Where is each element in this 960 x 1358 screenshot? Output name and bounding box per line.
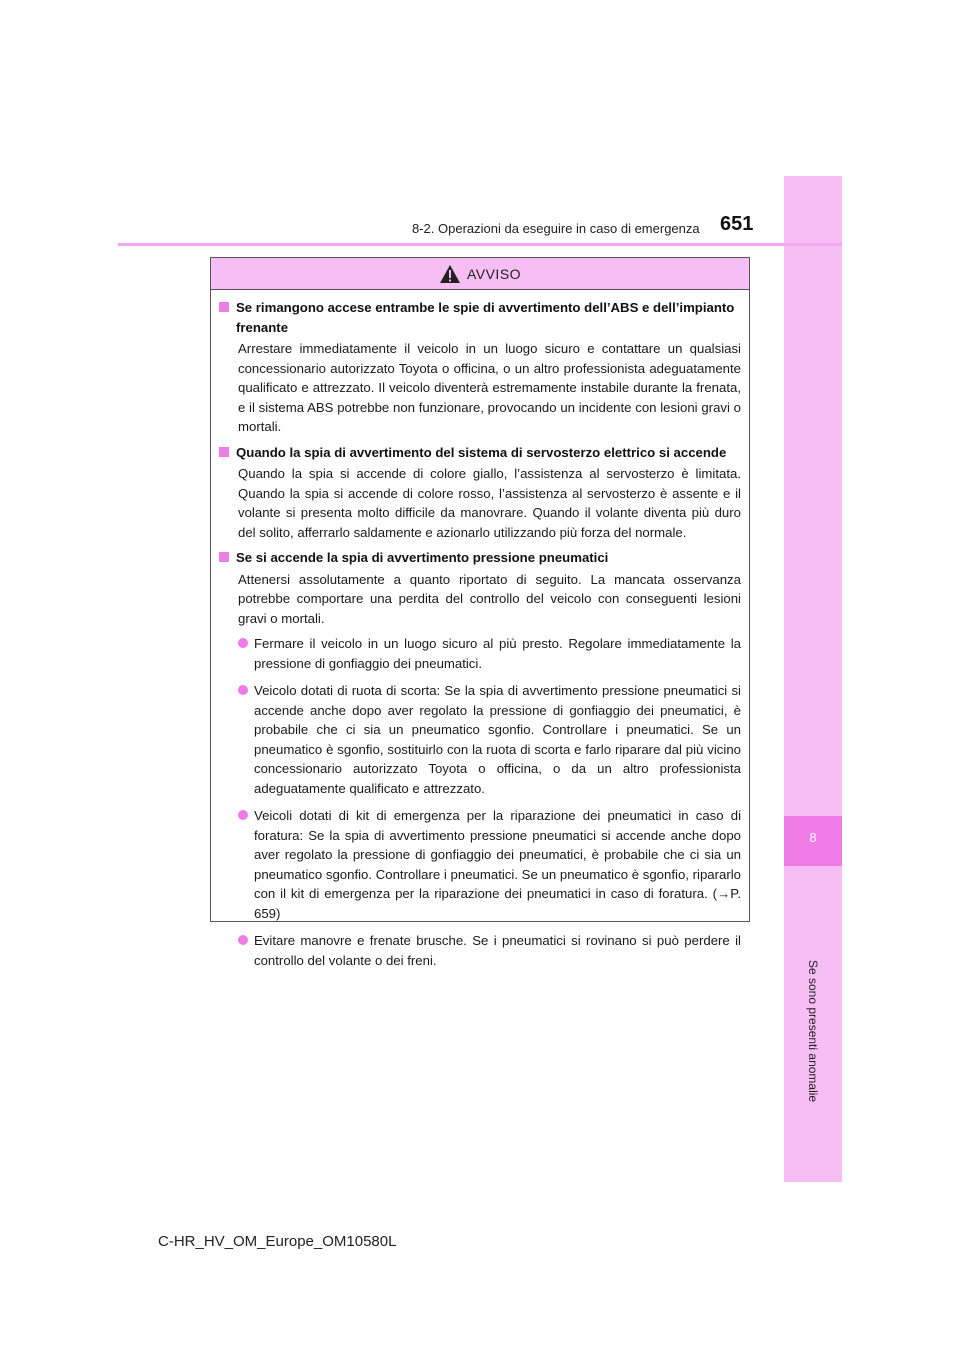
warning-header	[211, 258, 749, 290]
list-item	[238, 634, 741, 673]
section-title-text: Se si accende la spia di avvertimento pressione pneumatici	[236, 550, 609, 565]
list-item-text: Fermare il veicolo in un luogo sicuro al più presto. Regolare immediatamente la pressione di gonfiaggio dei pneumatici.	[254, 636, 741, 671]
square-bullet-icon	[219, 447, 229, 457]
header-section-title: 8-2. Operazioni da eseguire in caso di emergenza	[412, 221, 700, 236]
list-item-text: Veicoli dotati di kit di emergenza per la riparazione dei pneumatici in caso di foratura: Se la spia di avvertimento pressione pneumatici si accende anche dopo aver regolato la pressione di gonfiaggio dei pneumatici, è probabile che ci sia un pneumatico sgonfio. Controllare i pneumatici. Se un pneumatico è sgonfio, ripararlo con il kit di emergenza per la riparazione dei pneumatici in caso di foratura. (→P. 659)	[254, 808, 741, 921]
warning-section	[219, 298, 741, 437]
list-item-text: Evitare manovre e frenate brusche. Se i pneumatici si rovinano si può perdere il controllo del volante o dei freni.	[254, 933, 741, 968]
round-bullet-icon	[238, 685, 248, 695]
warning-section	[219, 443, 741, 543]
warning-section	[219, 548, 741, 970]
section-title	[219, 548, 741, 568]
document-id: C-HR_HV_OM_Europe_OM10580L	[158, 1233, 397, 1250]
section-title	[219, 298, 741, 337]
warning-triangle-icon	[439, 264, 461, 284]
warning-title: AVVISO	[466, 265, 522, 282]
round-bullet-icon	[238, 810, 248, 820]
square-bullet-icon	[219, 302, 229, 312]
round-bullet-icon	[238, 935, 248, 945]
section-paragraph: Quando la spia si accende di colore giallo, l’assistenza al servosterzo è limitata. Quando la spia si accende di colore rosso, l’assistenza al servosterzo è assente e il volante si presenta molto difficile da manovrare. Quando il volante diventa più duro del solito, afferrarlo saldamente e azionarlo utilizzando più forza del normale.	[238, 466, 741, 540]
section-paragraph: Arrestare immediatamente il veicolo in un luogo sicuro e contattare un qualsiasi concessionario autorizzato Toyota o officina, o un altro professionista adeguatamente qualificato e attrezzato. Il veicolo diventerà estremamente instabile durante la frenata, e il sistema ABS potrebbe non funzionare, provocando un incidente con lesioni gravi o mortali.	[238, 341, 741, 434]
list-item	[238, 931, 741, 970]
warning-box	[210, 257, 750, 968]
section-title-text: Se rimangono accese entrambe le spie di avvertimento dell’ABS e dell’impianto frenante	[236, 300, 735, 335]
page-number: 651	[720, 213, 754, 235]
header-rule	[118, 243, 842, 246]
chapter-title: Se sono presenti anomalie	[806, 960, 820, 1103]
list-item	[238, 806, 741, 923]
square-bullet-icon	[219, 552, 229, 562]
section-title-text: Quando la spia di avvertimento del sistema di servosterzo elettrico si accende	[236, 444, 727, 460]
list-item-text: Veicolo dotati di ruota di scorta: Se la spia di avvertimento pressione pneumatici si accende anche dopo aver regolato la pressione di gonfiaggio dei pneumatici, è probabile che ci sia un pneumatico sgonfio. Controllare i pneumatici. Se un pneumatico è sgonfio, sostituirlo con la ruota di scorta e farlo riparare dal più vicino concessionario autorizzato Toyota o officina, o da un altro professionista adeguatamente qualificato e attrezzato.	[254, 683, 741, 796]
section-title	[219, 443, 741, 463]
chapter-number: 8	[809, 830, 817, 845]
warning-body	[211, 290, 749, 970]
section-paragraph: Attenersi assolutamente a quanto riportato di seguito. La mancata osservanza potrebbe comportare una perdita del controllo del veicolo con conseguenti lesioni gravi o mortali.	[238, 571, 741, 626]
round-bullet-icon	[238, 638, 248, 648]
list-item	[238, 681, 741, 798]
